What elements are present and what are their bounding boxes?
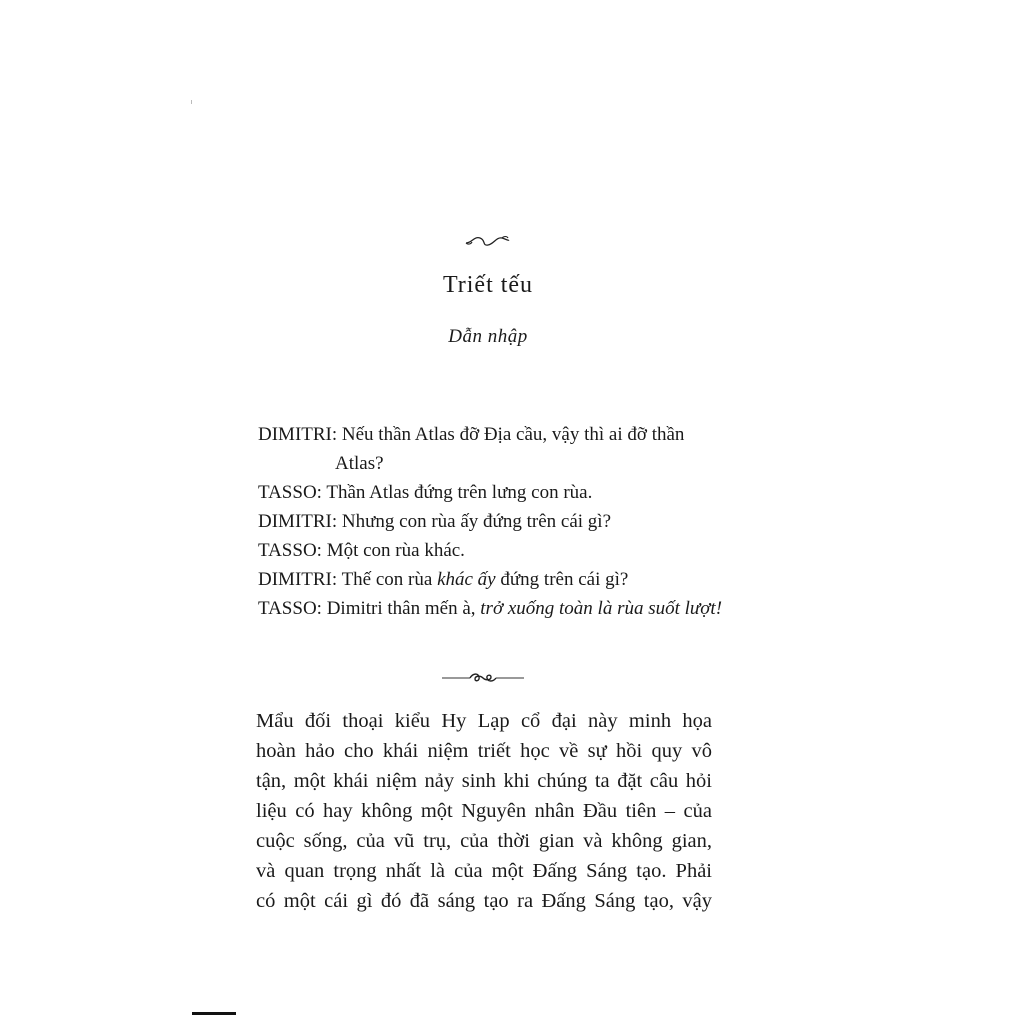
dialogue-line — [258, 536, 728, 565]
speaker-label: DIMITRI: — [258, 424, 338, 445]
dialogue-block — [258, 420, 728, 623]
body-paragraph — [256, 706, 712, 916]
speaker-label: DIMITRI: — [258, 511, 338, 532]
dialogue-text: Nhưng con rùa ấy đứng trên cái gì? — [341, 511, 611, 532]
dialogue-text: Thế con rùa — [341, 569, 438, 590]
paragraph-line: liệu có hay không một Nguyên nhân Đầu tiên – của — [256, 800, 712, 822]
flourish-ornament-icon — [462, 230, 512, 250]
paragraph-line: Mẩu đối thoại kiểu Hy Lạp cổ đại này minh họa — [256, 710, 712, 732]
dialogue-emphasis: khác ấy — [437, 569, 496, 590]
dialogue-text: Dimitri thân mến à, — [326, 598, 481, 619]
paragraph-line: hoàn hảo cho khái niệm triết học về sự hồi quy vô — [256, 740, 712, 762]
paragraph-line: tận, một khái niệm nảy sinh khi chúng ta đặt câu hỏi — [256, 770, 712, 792]
dialogue-text: Một con rùa khác. — [326, 540, 465, 561]
dialogue-line — [258, 507, 728, 536]
dialogue-text-end: đứng trên cái gì? — [495, 569, 629, 590]
paragraph-line: và quan trọng nhất là của một Đấng Sáng tạo. Phải — [256, 860, 712, 882]
dialogue-emphasis-continued: suốt lượt! — [648, 598, 723, 619]
dialogue-line — [258, 565, 728, 594]
dialogue-line — [258, 594, 728, 623]
speaker-label: TASSO: — [258, 598, 322, 619]
speaker-label: TASSO: — [258, 540, 322, 561]
scroll-divider-icon — [440, 670, 526, 686]
scan-speck — [191, 100, 192, 104]
speaker-label: DIMITRI: — [258, 569, 338, 590]
chapter-title: Triết tếu — [442, 272, 534, 298]
dialogue-text: Thần Atlas đứng trên lưng con rùa. — [326, 482, 593, 503]
dialogue-text: Nếu thần Atlas đỡ Địa cầu, vậy thì ai đỡ — [341, 424, 647, 445]
dialogue-emphasis: trở xuống toàn là rùa — [480, 598, 644, 619]
dialogue-text-continued: thần Atlas? — [335, 424, 685, 474]
dialogue-line — [258, 478, 728, 507]
chapter-subtitle: Dẫn nhập — [448, 326, 528, 347]
speaker-label: TASSO: — [258, 482, 322, 503]
paragraph-line: có một cái gì đó đã sáng tạo ra Đấng Sáng tạo, vậy — [256, 890, 712, 912]
dialogue-line — [258, 420, 728, 478]
scan-edge-mark — [192, 1012, 236, 1015]
paragraph-line: cuộc sống, của vũ trụ, của thời gian và không gian, — [256, 830, 712, 852]
